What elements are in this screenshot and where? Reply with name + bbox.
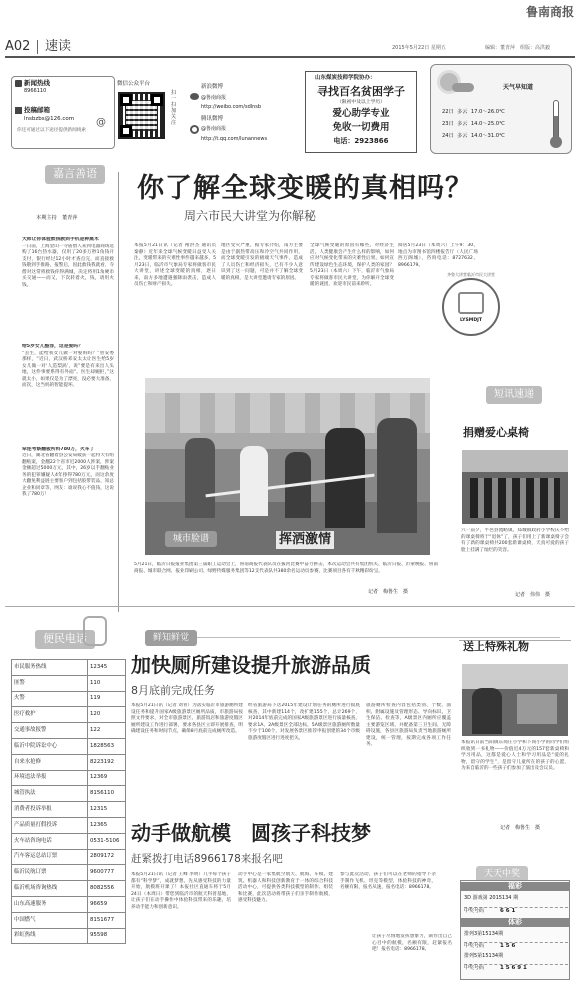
phone-service-name: 火警 <box>12 691 88 707</box>
phone-service-name: 自来水抢修 <box>12 754 88 770</box>
phone-number[interactable]: 120 <box>88 707 126 723</box>
lottery-ticai-title: 体彩 <box>461 918 569 927</box>
ad-sub: （限初中及以上学历） <box>337 100 385 105</box>
left-item-head: 给5岁女儿整容，这是爱吗？ <box>22 343 83 349</box>
lecture-badge <box>442 278 500 336</box>
main-title: 你了解全球变暖的真相吗？ <box>137 173 473 204</box>
short-news-headline: 捐赠爱心桌椅 <box>463 426 529 439</box>
lottery-p5-label: 中奖号码 <box>464 964 568 972</box>
phone-number[interactable]: 12315 <box>88 802 126 818</box>
phone-row <box>12 833 126 849</box>
phone-service-name: 汽车客运总站订票 <box>12 849 88 865</box>
model-title: 动手做航模 圆孩子科技梦 <box>131 821 371 845</box>
main-col3: 全球气候变暖的原因有哪些，对经济生活，人类健康会产生什么样的影响，如何应对气候变化带来的灾难性后果，如何宣传建设绿色生态环境，保护人类的家园？5月23日（本周六）下午，临沂市气象局专家将做客市民大讲堂，为你解开全球变暖的谜团，欢迎市民前来聆听。 <box>310 243 394 288</box>
phone-row <box>12 754 126 770</box>
phone-deco-icon <box>83 616 107 646</box>
ad-org: 山东煤炭技师学院协办： <box>315 75 376 81</box>
phone-service-name: 火车站咨询电话 <box>12 833 88 849</box>
model-col3: 参与此次活动，孩子们可以在老师的指导下亲手制作飞机、坦克等模型，体验科技的神奇，名额有限，报名从速，报名电话：8966178。 <box>340 872 436 891</box>
lottery-p3-value: 1 5 6 <box>500 943 516 949</box>
section-tag-lottery: 天天中奖 <box>476 866 528 882</box>
weibo-url[interactable]: http://weibo.com/sdlnsb <box>201 104 262 110</box>
short-news-credit: 记者 伟伟 摄 <box>515 592 551 598</box>
weibo-account[interactable]: @鲁南商报 <box>201 95 227 101</box>
badge-ring-text: 齐鲁大讲堂临沂市民大讲堂 <box>447 272 495 277</box>
phone-row <box>12 707 126 723</box>
lottery-3d-label: 中奖号码 <box>464 907 568 915</box>
masthead-logo: 鲁南商报 <box>525 5 574 19</box>
weather-cond: 多云 <box>457 109 468 115</box>
section-tag-jiayan: 嘉言善语 <box>45 165 105 184</box>
photo-caption-title: 挥洒激情 <box>276 531 334 549</box>
lottery-p5-value: 1 5 6 9 1 <box>500 965 527 971</box>
phone-number[interactable]: 122 <box>88 723 126 739</box>
phone-service-name: 产品质量打假投诉 <box>12 817 88 833</box>
phone-number[interactable]: 8082556 <box>88 881 126 897</box>
phone-row <box>12 849 126 865</box>
toilet-title: 加快厕所建设提升旅游品质 <box>131 653 371 677</box>
phone-service-name: 山东高速服务 <box>12 896 88 912</box>
phone-row <box>12 928 126 944</box>
phone-row <box>12 691 126 707</box>
desk-donation-photo <box>462 450 568 524</box>
phone-number[interactable]: 1828563 <box>88 738 126 754</box>
qr-code[interactable] <box>118 92 165 139</box>
contact-note: 你还可通过以下途径提供新闻线索 <box>17 128 86 133</box>
badge-inner <box>458 292 484 314</box>
weather-temp: 14.0～25.0℃ <box>470 121 505 127</box>
photo-caption: 5月21日，临沂日报报业集团第三届职工运动会上，鲁南商报代表队员在拔河比赛中奋力拼击，本次运动会共有集团机关、临沂日报、沂蒙晚报、鲁南商报、城市联合网、报业印刷公司、绿野传媒服务集团等12支代表队共380余名运动员参赛，比赛项目各有千秋精彩纷呈。 <box>134 562 438 574</box>
weibo-icon <box>190 93 199 100</box>
phone-number[interactable]: 12345 <box>88 660 126 676</box>
lottery-p3-label: 中奖号码 <box>464 942 568 950</box>
phone-service-name: 临沂机场咨询热线 <box>12 881 88 897</box>
lottery-3d-issue: 3D 游戏第 2015134 期 <box>464 895 519 901</box>
weather-row <box>442 133 542 140</box>
phone-row <box>12 817 126 833</box>
ad-phone: 电话：2923866 <box>333 137 389 145</box>
model-col2: 动手中心是一家集航空航天、航海、车模、建筑、机器人和科技创新教育于一体的综合科技活动中心，可提供各类科技模型的制作、组装和比赛，此次活动将带孩子们亲手制作航模，感受科技魅力。 <box>238 872 333 904</box>
phone-row <box>12 896 126 912</box>
left-item-body: “丢生，能给我女儿做一对娶妈吗？”曾安委那样，“近日，武汉桥邓安太太让医生给5岁女儿做一对‘人造梨涡’，说”要是有来出人头地，这件事要系得有外面“。医生却婉拒，”这就太小，如果仅是为了漂亮，没必要大准备，而次，这当妈的智能提坏。 <box>22 350 114 389</box>
photo-credit: 记者 梅鲁生 摄 <box>368 589 409 595</box>
weather-day: 22日 <box>442 109 454 115</box>
weather-day: 23日 <box>442 121 454 127</box>
phone-number[interactable]: 0531-5106 <box>88 833 126 849</box>
phone-service-name: 市民服务热线 <box>12 660 88 676</box>
phone-number[interactable]: 8151677 <box>88 912 126 928</box>
weather-row <box>442 121 542 128</box>
hotline-number: 8966110 <box>24 88 47 94</box>
thermometer-icon <box>553 100 559 140</box>
phone-row <box>12 786 126 802</box>
phone-row <box>12 723 126 739</box>
weather-temp: 17.0～26.0℃ <box>470 109 505 115</box>
left-item-head: 牵连考察翻板所料780万，火车了 <box>22 446 95 452</box>
main-col1: 本报5月21日讯（记者 褚洪杰 通讯员 秦静）近年来全球气候变暖日益受人关注，变暖带来的灾难性事件越来越多，5月23日，临沂市气象局专家将做客市民大讲堂，讲述全球变暖的真相，逐日来，南方多地遭遇强降雨袭击，造成人员伤亡和财产损失。 <box>134 243 216 288</box>
tencent-url[interactable]: http://t.qq.com/lunannews <box>201 136 268 142</box>
phone-row <box>12 675 126 691</box>
section-tag-phone: 便民电话 <box>35 630 95 649</box>
at-sign-icon: @ <box>96 117 106 128</box>
left-col <box>22 237 114 563</box>
phone-service-name: 彩虹热线 <box>12 928 88 944</box>
editor-line: 编辑：董青萍 组版：高洪毅 <box>485 45 551 51</box>
phone-service-name: 临沂民航订票 <box>12 865 88 881</box>
phone-table <box>11 659 126 944</box>
phone-row <box>12 738 126 754</box>
left-item-body: 一日前，上海金山一寺庙僧人来到电器商场选购了16台热水器，仅用了20多万秒1角钱开支付，银行经过12小时才查点完，而直接救钱敬到手推路，报警后，因此救钱我就看，寺僧对这常将救钱你得满城，决定将用1角硬币买交通——而又，下次转着火，钱，请用火钱。 <box>22 243 114 288</box>
left-item-head: 大师让你体验救钱教到手机是种黑术 <box>22 237 99 242</box>
weather-cond: 多云 <box>457 133 468 139</box>
phone-service-name: 交通事故报警 <box>12 723 88 739</box>
phone-number[interactable]: 12369 <box>88 770 126 786</box>
weibo-label: 新浪微博 <box>201 84 224 90</box>
phone-row <box>12 660 126 676</box>
phone-row <box>12 770 126 786</box>
toilet-col1: 本报5月21日讯（记者 刘青）为落实临沂市旅游厕所建设任务和提升国家A级旅游景区厕所品质，市旅游局按照文件要求，对全市旅游景区、旅游饭店和旅游度假区厕所建设工作进行部署，要求各县区立即开展排查，明确建设任务和时间节点，确保8月底前完成厕所改造。 <box>131 703 243 735</box>
toilet-subtitle: 8月底前完成任务 <box>131 684 215 697</box>
thermometer-bulb <box>550 136 562 148</box>
short-news-body: 六一前夕，平邑县流峪镇，郑城镇政府小学校庆不给的课桌椅将于“退休”了，孩子们用上了新课桌椅子会有了新的课桌椅共200套新课桌椅，天真可爱的孩子脸上挂满了灿烂的笑容。 <box>461 528 569 553</box>
main-subtitle: 周六市民大讲堂为你解秘 <box>184 209 317 223</box>
phone-service-name: 医疗救护 <box>12 707 88 723</box>
email-address[interactable]: lnsbzbs@126.com <box>24 116 75 122</box>
model-subtitle: 赶紧拨打电话8966178来报名吧 <box>131 853 283 865</box>
weather-cond: 多云 <box>457 121 468 127</box>
phone-number[interactable]: 119 <box>88 691 126 707</box>
ad-headline: 寻找百名贫困学子 <box>317 85 405 98</box>
model-col1: 本报5月21日讯（记者 王峰 李明）几乎每个孩子都有“科学梦”，成就梦想，先从感受科技的力量开始，航模班开课了！本报社区直通车将于5月24日（本周日）带您到临沂市的航天科普基地，让孩子们在动手操作中体验科技带来的乐趣，培养动手能力和创新意识。 <box>131 872 231 910</box>
left-item-body: 近日，湖北省翻着县公安局破获一起特大有组翻贴案，金翻22个省市近2000人涉案，涉案金额超过5000万元，其中，26岁以手翻贴业务的犯罪嫌疑人4年挣得780万元，而这余度大翻免利益链主要客户到包括胶带装品，知总企业和同章等，网友：谁说我心不值钱，这说我了780万！ <box>22 453 114 498</box>
tencent-weibo-icon <box>190 125 199 134</box>
toilet-tag-wrap <box>145 637 560 638</box>
envelope-icon <box>15 107 22 114</box>
header-rule <box>5 56 575 58</box>
section-tag-fresh: 鲜知鲜觉 <box>145 630 197 646</box>
phone-number[interactable]: 12365 <box>88 817 126 833</box>
lottery-p5-issue: 排列5第15134期 <box>464 953 504 959</box>
phone-service-name: 环境违法举报 <box>12 770 88 786</box>
phone-number[interactable]: 96659 <box>88 896 126 912</box>
section-tag-city-face: 城市脸谱 <box>165 531 217 547</box>
page-number: A02 <box>5 39 31 54</box>
phone-number[interactable]: 110 <box>88 675 126 691</box>
mid-rule <box>5 606 575 607</box>
phone-service-name: 城管执法 <box>12 786 88 802</box>
header-divider <box>37 40 38 54</box>
section-tag-short-news: 短讯速递 <box>486 386 542 404</box>
left-col-rule <box>118 172 119 612</box>
tencent-account[interactable]: @鲁南商报 <box>201 126 227 132</box>
gift-title: 送上特殊礼物 <box>463 640 529 653</box>
phone-row <box>12 912 126 928</box>
model-col4: 让孩子尽情地发挥想象力，制作出自己心目中的航模，名额有限，赶紧报名吧！报名电话：8966178。 <box>372 934 452 953</box>
badge-text: LYSMDJT <box>459 318 483 323</box>
phone-row <box>12 865 126 881</box>
scan-prompt: 扫一扫 加关注 <box>171 90 177 126</box>
weather-day: 24日 <box>442 133 454 139</box>
wechat-label: 微信公众平台 <box>117 81 151 87</box>
main-col2: 地区受灾严重，据专家介绍，南方主要是由于副热带高压和冷空气共同作用，而全球变暖引发的极端天气事件，造成了人员伤亡和经济损失，已有不少人意识到了这一问题，可是并不了解全球变暖的真相，是大讲堂邀请专家的原因。 <box>221 243 303 281</box>
phone-service-name: 临沂中院诉讼中心 <box>12 738 88 754</box>
email-label: 投稿邮箱 <box>24 106 50 114</box>
gift-photo <box>462 664 568 736</box>
lottery-p3-issue: 排列3第15134期 <box>464 931 504 937</box>
weather-title: 天气早知道 <box>503 84 534 91</box>
cloud-icon <box>452 83 474 92</box>
toilet-col3: 旅游厕所检查内容包括类别、个数、面积、附属设施及管理形态、导向标识、卫生保洁、检查等，A级景区内厕所应覆盖主要游览区域，并配备第三卫生间、无障碍设施，各县区旅游局负责当地旅游厕所建设，统一管理，按期完成各项工作任务。 <box>366 703 451 748</box>
phone-service-name: 匪警 <box>12 675 88 691</box>
weather-temp: 14.0～31.0℃ <box>470 133 505 139</box>
left-col-byline: 本期主持 董青萍 <box>36 215 78 221</box>
phone-row <box>12 881 126 897</box>
tug-of-war-photo <box>145 378 430 555</box>
phone-number[interactable]: 8223192 <box>88 754 126 770</box>
hotline-label: 新闻热线 <box>24 79 50 87</box>
ad-line3: 免收一切费用 <box>332 122 390 133</box>
phone-row <box>12 802 126 818</box>
gift-credit: 记者 梅鲁生 摄 <box>500 825 541 831</box>
phone-number[interactable]: 2809172 <box>88 849 126 865</box>
date-line: 2015年5月22日 星期五 <box>392 45 446 51</box>
section-name: 速读 <box>45 39 72 54</box>
gift-body: 本报讯日前当阳镇东岗庄小学和下岗小学的同学们组织收到一书礼物——价值近4万元的157套新桌椅和学习用品，这都是爱心人士和学习用品是“爱的礼物，留守的学生”，是留守儿童所在的孩子的心愿，为来自临沂的一些孩子们参加了演出及会议员。 <box>461 740 569 772</box>
toilet-col2: 经省旅游局下达2015年建设计划任务的厕所进行摸底核查，其中新建114个，改扩建155个，总计269个，对2014年底前完成的国家A级旅游景区进行质量核查，要求1A、2A级景区全部达标，5A级景区旅游厕所数量不少于100个，对发展各景区推荐申报创建的34个市级旅游度假区进行进度把关。 <box>248 703 360 741</box>
phone-number[interactable]: 95598 <box>88 928 126 944</box>
phone-service-name: 中国燃气 <box>12 912 88 928</box>
main-col4: 阅居5月23日（本周六）上午9：30，地点为市图书馆四楼报告厅（人民广场西万阁城），咨询电话：8727632、8966179。 <box>398 243 478 268</box>
phone-icon <box>15 80 22 87</box>
tencent-label: 腾讯微博 <box>201 116 224 122</box>
weather-row <box>442 109 542 116</box>
phone-service-name: 消费者投诉举报 <box>12 802 88 818</box>
lottery-3d-value: 6 6 1 <box>500 908 516 914</box>
ad-line2: 爱心助学专业 <box>332 108 390 119</box>
phone-number[interactable]: 8156110 <box>88 786 126 802</box>
lottery-fucai-title: 福彩 <box>461 882 569 891</box>
phone-number[interactable]: 9600777 <box>88 865 126 881</box>
